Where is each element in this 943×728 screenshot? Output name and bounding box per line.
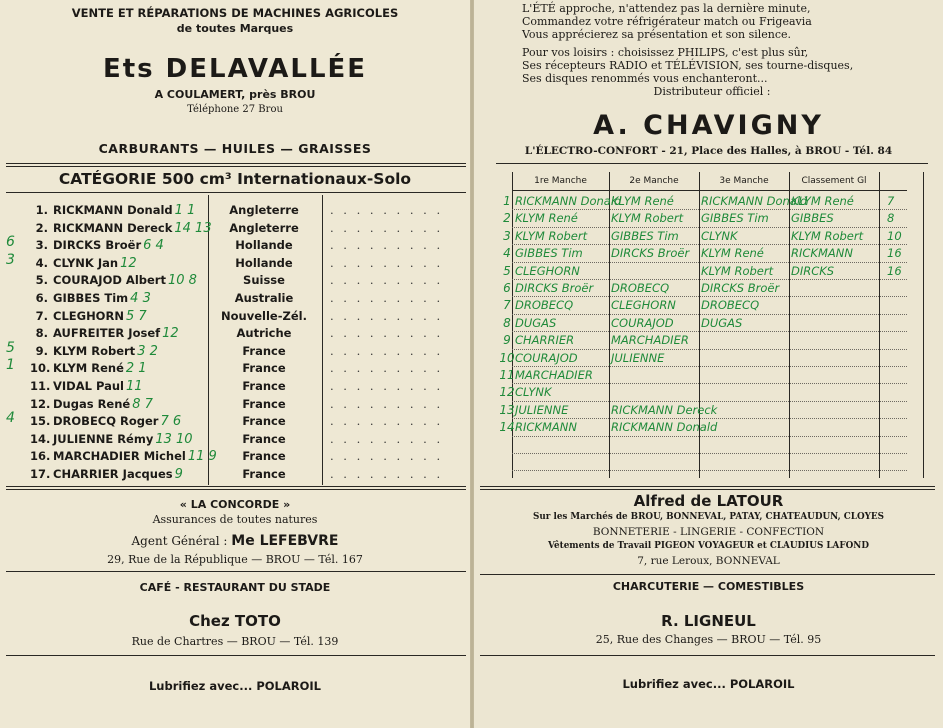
concorde-agent (0, 533, 470, 549)
left-footer: Lubrifiez avec... POLAROIL (148, 679, 322, 693)
company-name: Ets DELAVALLÉE (102, 54, 368, 84)
rider-row (0, 339, 470, 362)
header-line2: de toutes Marques (176, 22, 294, 35)
dotted-placeholder: . . . . . . . . . (330, 396, 444, 411)
rider-name-cell (53, 309, 147, 324)
handwritten-manche2-entry: DROBECQ (611, 281, 670, 295)
right-page (474, 0, 943, 728)
rider-country: Nouvelle-Zél. (221, 308, 307, 323)
handwritten-mark: 4 3 (130, 291, 151, 306)
divider (496, 163, 928, 164)
concorde-sub: Assurances de toutes natures (152, 513, 318, 526)
handwritten-manche1-entry: COURAJOD (515, 350, 578, 365)
agent-name: Me LEFEBVRE (231, 533, 339, 549)
grid-column-line (789, 172, 790, 478)
rider-name: KLYM Robert (53, 343, 136, 358)
rider-row (0, 251, 470, 274)
grid-header: 1re Manche (534, 176, 587, 186)
grid-header-rule (512, 190, 907, 191)
grid-header: Classement Gl (801, 176, 867, 186)
rider-number: 9. (35, 343, 48, 358)
rider-name: DROBECQ Roger (53, 414, 159, 429)
concorde-title: « LA CONCORDE » (179, 498, 291, 511)
handwritten-manche1-entry: CHARRIER (515, 333, 575, 348)
handwritten-manche1-entry: JULIENNE (515, 402, 569, 417)
rider-name-cell (53, 467, 183, 482)
grid-row-line (512, 453, 907, 454)
grid-header: 2e Manche (629, 176, 679, 186)
rider-row (0, 273, 470, 291)
grid-row-line (512, 349, 907, 350)
handwritten-mark: 5 7 (125, 308, 147, 324)
latour-goods: BONNETERIE - LINGERIE - CONFECTION (592, 526, 825, 538)
cafe-name: Chez TOTO (189, 612, 281, 630)
rider-name: MARCHADIER Michel (53, 449, 186, 464)
ligneul-name: R. LIGNEUL (661, 612, 756, 630)
results-grid (499, 172, 923, 482)
rider-name: RICKMANN Dereck (53, 220, 173, 235)
dotted-placeholder: . . . . . . . . . (330, 414, 444, 429)
rider-row (0, 357, 470, 379)
agent-label: Agent Général : (131, 534, 228, 548)
chavigny-name: A. CHAVIGNY (593, 110, 824, 141)
rider-country: Hollande (235, 238, 293, 253)
divider (6, 163, 466, 164)
rider-name: JULIENNE Rémy (53, 431, 154, 446)
divider (6, 489, 466, 490)
ad-line2: Commandez votre réfrigérateur match ou Frigeavia (522, 15, 812, 28)
handwritten-manche2-entry: RICKMANN Dereck (611, 402, 718, 417)
ad-line1: L'ÉTÉ approche, n'attendez pas la dernière minute, (522, 2, 811, 15)
handwritten-mark: 7 6 (160, 414, 182, 430)
ligneul-title: CHARCUTERIE — COMESTIBLES (612, 580, 805, 593)
rider-row (0, 203, 470, 221)
handwritten-rank: 5 (503, 263, 511, 278)
rider-country: Suisse (243, 273, 285, 288)
handwritten-manche2-entry: KLYM René (611, 194, 674, 208)
cafe-address: Rue de Chartres — BROU — Tél. 139 (131, 635, 339, 648)
handwritten-mark: 13 10 (155, 431, 193, 447)
handwritten-manche1-entry: DROBECQ (515, 298, 574, 313)
rider-country: France (242, 431, 286, 446)
rider-number: 10. (30, 361, 51, 376)
rider-row (0, 397, 470, 415)
divider (6, 486, 466, 487)
dotted-placeholder: . . . . . . . . . (330, 467, 444, 481)
grid-row-line (512, 436, 907, 437)
handwritten-manche1-entry: MARCHADIER (515, 368, 593, 382)
products-line: CARBURANTS — HUILES — GRAISSES (98, 141, 372, 156)
rider-name-cell (53, 326, 179, 341)
handwritten-manche1-entry: KLYM René (515, 211, 578, 226)
rider-country: France (242, 467, 286, 481)
dotted-placeholder: . . . . . . . . . (330, 255, 444, 270)
handwritten-mark: 11 9 (187, 449, 217, 465)
ad-line4: Pour vos loisirs : choisissez PHILIPS, c'est plus sûr, (522, 46, 809, 59)
handwritten-mark: 12 (120, 255, 137, 271)
handwritten-mark: 9 (174, 467, 183, 482)
handwritten-points: 7 (887, 194, 895, 208)
handwritten-manche3-entry: DUGAS (701, 315, 743, 330)
handwritten-points: 16 (887, 263, 902, 278)
handwritten-manche3-entry: RICKMANN Donald (701, 194, 808, 208)
handwritten-position: 1 (6, 357, 15, 374)
company-address: A COULAMERT, près BROU (154, 88, 316, 101)
rider-name: RICKMANN Donald (53, 203, 173, 217)
header-line1: VENTE ET RÉPARATIONS DE MACHINES AGRICOLES (71, 6, 399, 20)
rider-name: CLYNK Jan (53, 255, 119, 270)
handwritten-rank: 4 (503, 246, 511, 261)
rider-country: Angleterre (229, 220, 299, 235)
rider-number: 17. (30, 467, 51, 481)
divider (480, 655, 935, 656)
divider (480, 486, 935, 487)
latour-markets: Sur les Marchés de BROU, BONNEVAL, PATAY, CHATEAUDUN, CLOYES (533, 512, 884, 522)
grid-header: 3e Manche (719, 176, 769, 186)
grid-row-line (512, 296, 907, 297)
divider (6, 192, 466, 193)
handwritten-manche1-entry: CLEGHORN (515, 263, 580, 278)
handwritten-rank: 12 (499, 385, 515, 400)
rider-number: 4. (35, 255, 48, 270)
grid-row-line (512, 366, 907, 367)
grid-row-line (512, 244, 907, 245)
rider-name: CHARRIER Jacques (53, 467, 173, 481)
handwritten-rank: 9 (503, 333, 511, 348)
grid-row-line (512, 470, 907, 471)
left-page (0, 0, 470, 728)
rider-number: 5. (35, 273, 48, 288)
handwritten-rank: 3 (503, 228, 511, 243)
rider-row (0, 467, 470, 485)
rider-number: 12. (30, 396, 51, 411)
handwritten-manche3-entry: DIRCKS Broër (701, 281, 780, 295)
dotted-placeholder: . . . . . . . . . (330, 291, 444, 305)
handwritten-mark: 11 (125, 379, 143, 394)
handwritten-position: 3 (6, 251, 15, 268)
grid-row-line (512, 262, 907, 263)
dotted-placeholder: . . . . . . . . . (330, 379, 444, 393)
rider-name-cell (53, 432, 193, 447)
handwritten-manche3-entry: KLYM René (701, 246, 764, 261)
handwritten-classement-entry: GIBBES (791, 211, 834, 226)
ad-line6: Ses disques renommés vous enchanteront... (522, 72, 768, 85)
handwritten-rank: 8 (503, 315, 511, 330)
rider-row (0, 379, 470, 397)
handwritten-mark: 1 1 (174, 203, 196, 218)
handwritten-position: 4 (6, 410, 15, 427)
grid-row-line (512, 209, 907, 210)
rider-number: 7. (35, 308, 48, 323)
rider-name: DIRCKS Broër (53, 238, 142, 253)
ad-text (522, 2, 862, 98)
rider-country: Hollande (235, 255, 293, 270)
rider-name-cell (53, 238, 164, 253)
handwritten-mark: 6 4 (143, 238, 164, 254)
rider-name-cell (53, 379, 143, 394)
concorde-address: 29, Rue de la République — BROU — Tél. 167 (107, 553, 363, 566)
latour-work: Vêtements de Travail PIGEON VOYAGEUR et CLAUDIUS LAFOND (548, 541, 869, 551)
handwritten-rank: 14 (499, 420, 515, 435)
grid-row-line (512, 401, 907, 402)
rider-name: GIBBES Tim (53, 291, 129, 305)
dotted-placeholder: . . . . . . . . . (330, 308, 444, 323)
handwritten-mark: 14 13 (174, 220, 212, 236)
ad-line7: Distributeur officiel : (653, 85, 771, 98)
rider-country: France (242, 449, 286, 464)
divider (480, 489, 935, 490)
rider-country: Angleterre (229, 203, 299, 217)
rider-name-cell (53, 203, 195, 218)
handwritten-rank: 6 (503, 281, 511, 295)
handwritten-manche2-entry: MARCHADIER (611, 333, 689, 348)
handwritten-points: 8 (887, 211, 895, 226)
divider (6, 571, 466, 572)
handwritten-manche2-entry: DIRCKS Broër (611, 246, 690, 261)
handwritten-manche3-entry: KLYM Robert (701, 263, 774, 278)
handwritten-manche1-entry: DUGAS (515, 315, 557, 330)
category-title: CATÉGORIE 500 cm³ Internationaux-Solo (58, 170, 412, 188)
handwritten-manche1-entry: RICKMANN (515, 420, 577, 435)
handwritten-position: 6 (6, 234, 15, 251)
rider-name-cell (53, 361, 147, 376)
handwritten-mark: 2 1 (125, 361, 147, 377)
handwritten-manche3-entry: DROBECQ (701, 298, 760, 313)
divider (480, 574, 935, 575)
handwritten-manche3-entry: CLYNK (701, 228, 738, 243)
dotted-placeholder: . . . . . . . . . (330, 220, 444, 235)
rider-country: Australie (234, 291, 294, 305)
rider-number: 15. (30, 414, 51, 429)
rider-name: VIDAL Paul (53, 379, 124, 393)
rider-name: CLEGHORN (53, 308, 124, 323)
handwritten-classement-entry: KLYM Robert (791, 228, 864, 243)
latour-name: Alfred de LATOUR (633, 492, 784, 510)
handwritten-points: 16 (887, 246, 902, 261)
dotted-placeholder: . . . . . . . . . (330, 361, 444, 376)
rider-number: 1. (35, 203, 48, 217)
dotted-placeholder: . . . . . . . . . (330, 203, 444, 217)
dotted-placeholder: . . . . . . . . . (330, 273, 444, 288)
grid-row-line (512, 383, 907, 384)
handwritten-mark: 10 8 (167, 273, 197, 289)
divider (6, 166, 466, 167)
rider-name-cell (53, 273, 197, 288)
grid-row-line (512, 227, 907, 228)
handwritten-classement-entry: KLYM René (791, 194, 854, 208)
handwritten-manche1-entry: RICKMANN Donald (515, 194, 622, 208)
rider-name-cell (53, 449, 217, 464)
handwritten-position: 5 (6, 339, 15, 356)
handwritten-rank: 7 (503, 298, 511, 313)
rider-country: Autriche (236, 326, 292, 341)
rider-name-cell (53, 256, 137, 271)
rider-number: 3. (35, 238, 48, 253)
handwritten-manche2-entry: KLYM Robert (611, 211, 684, 226)
rider-number: 11. (30, 379, 51, 393)
handwritten-manche2-entry: JULIENNE (611, 350, 665, 365)
rider-row (0, 234, 470, 256)
handwritten-rank: 13 (499, 402, 515, 417)
rider-name: COURAJOD Albert (53, 273, 166, 288)
ad-line3: Vous apprécierez sa présentation et son silence. (522, 28, 792, 41)
handwritten-manche2-entry: RICKMANN Donald (611, 420, 718, 435)
handwritten-mark: 3 2 (137, 343, 158, 359)
divider (6, 655, 466, 656)
rider-number: 14. (30, 431, 51, 446)
dotted-placeholder: . . . . . . . . . (330, 449, 444, 464)
rider-country: France (242, 396, 286, 411)
grid-column-line (879, 172, 880, 478)
rider-row (0, 449, 470, 467)
company-phone: Téléphone 27 Brou (187, 104, 283, 115)
handwritten-manche2-entry: GIBBES Tim (611, 228, 679, 243)
grid-column-line (609, 172, 610, 478)
rider-country: France (242, 361, 286, 376)
rider-number: 2. (35, 220, 48, 235)
grid-row-line (512, 418, 907, 419)
rider-name-cell (53, 414, 181, 429)
grid-row-line (512, 331, 907, 332)
handwritten-mark: 12 (162, 326, 179, 342)
rider-name-cell (53, 397, 153, 412)
handwritten-manche2-entry: CLEGHORN (611, 298, 676, 313)
rider-name-cell (53, 221, 212, 236)
rider-country: France (242, 379, 286, 393)
handwritten-manche2-entry: COURAJOD (611, 315, 674, 330)
chavigny-sub: L'ÉLECTRO-CONFORT - 21, Place des Halles, à BROU - Tél. 84 (524, 145, 893, 157)
handwritten-points: 10 (887, 228, 902, 243)
rider-row (0, 410, 470, 432)
rider-name: Dugas René (53, 396, 131, 411)
rider-number: 16. (30, 449, 51, 464)
ad-line5: Ses récepteurs RADIO et TÉLÉVISION, ses tourne-disques, (522, 59, 854, 72)
handwritten-rank: 2 (503, 211, 511, 226)
handwritten-manche3-entry: GIBBES Tim (701, 211, 769, 226)
handwritten-rank: 11 (499, 368, 515, 382)
grid-column-line (923, 172, 924, 478)
handwritten-rank: 10 (499, 350, 515, 365)
rider-country: France (242, 414, 286, 429)
dotted-placeholder: . . . . . . . . . (330, 326, 444, 341)
rider-name-cell (53, 344, 158, 359)
rider-number: 6. (35, 291, 48, 305)
handwritten-manche1-entry: KLYM Robert (515, 228, 588, 243)
handwritten-classement-entry: DIRCKS (791, 263, 835, 278)
handwritten-manche1-entry: DIRCKS Broër (515, 281, 594, 295)
grid-row-line (512, 279, 907, 280)
dotted-placeholder: . . . . . . . . . (330, 343, 444, 358)
rider-name: AUFREITER Josef (53, 326, 161, 341)
rider-row (0, 432, 470, 450)
handwritten-manche1-entry: CLYNK (515, 385, 552, 400)
handwritten-mark: 8 7 (132, 396, 153, 412)
rider-row (0, 221, 470, 239)
rider-name: KLYM René (53, 361, 124, 376)
handwritten-classement-entry: RICKMANN (791, 246, 853, 261)
ligneul-address: 25, Rue des Changes — BROU — Tél. 95 (595, 633, 822, 646)
rider-country: France (242, 343, 286, 358)
dotted-placeholder: . . . . . . . . . (330, 431, 444, 446)
grid-row-line (512, 314, 907, 315)
right-footer: Lubrifiez avec... POLAROIL (622, 677, 795, 691)
handwritten-manche1-entry: GIBBES Tim (515, 246, 583, 261)
latour-address: 7, rue Leroux, BONNEVAL (637, 555, 780, 567)
rider-row (0, 309, 470, 327)
handwritten-rank: 1 (503, 194, 511, 208)
rider-row (0, 291, 470, 309)
rider-row (0, 326, 470, 344)
cafe-title: CAFÉ - RESTAURANT DU STADE (139, 581, 331, 594)
dotted-placeholder: . . . . . . . . . (330, 238, 444, 253)
rider-number: 8. (35, 326, 48, 341)
rider-name-cell (53, 291, 151, 306)
